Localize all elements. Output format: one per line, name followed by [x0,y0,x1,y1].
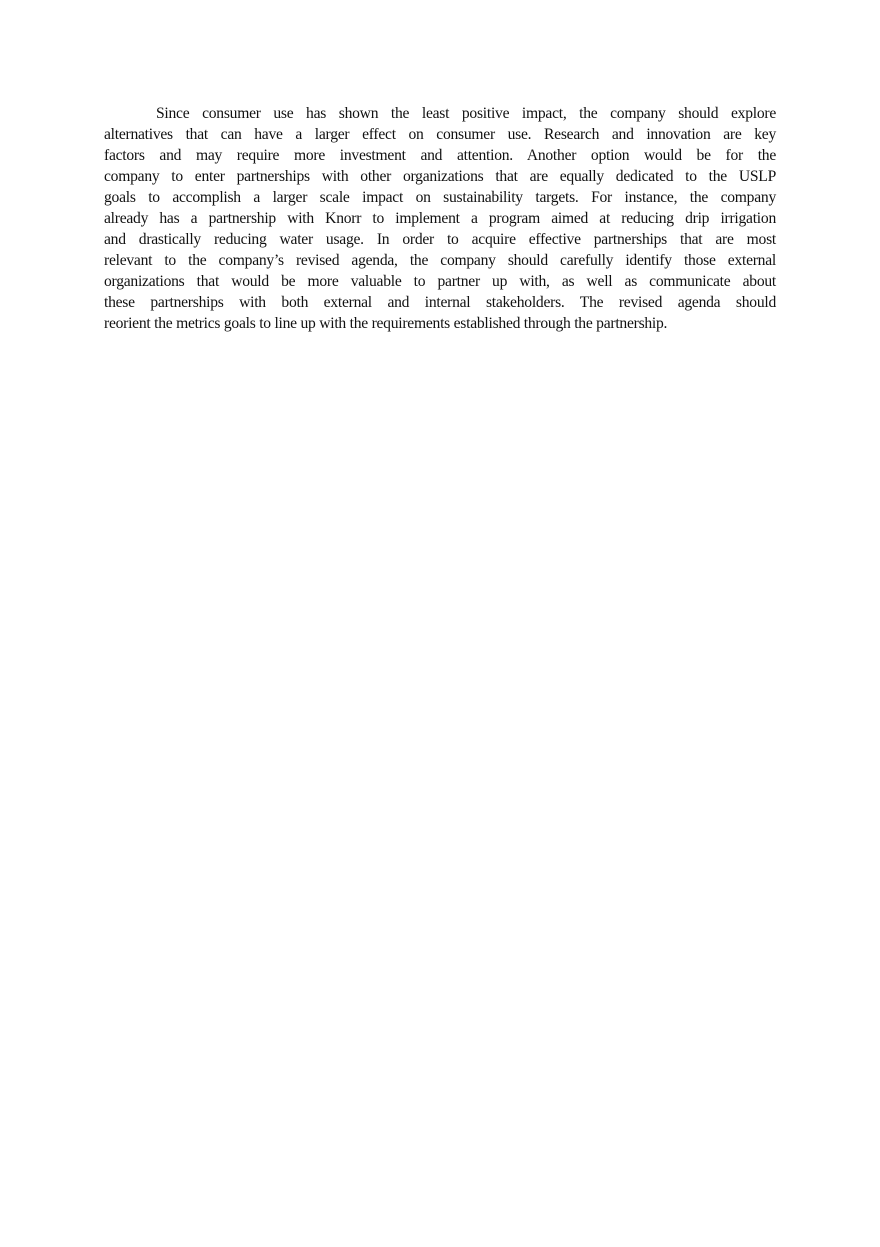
body-paragraph [104,103,776,334]
paragraph-line: already has a partnership with Knorr to implement a program aimed at reducing drip irrigation [104,210,776,227]
document-page [104,103,776,334]
paragraph-line: Since consumer use has shown the least positive impact, the company should explore [156,105,776,122]
paragraph-line: and drastically reducing water usage. In order to acquire effective partnerships that are most [104,231,776,248]
paragraph-line: company to enter partnerships with other organizations that are equally dedicated to the USLP [104,168,776,185]
paragraph-line: factors and may require more investment and attention. Another option would be for the [104,147,776,164]
paragraph-line: goals to accomplish a larger scale impact on sustainability targets. For instance, the company [104,189,776,206]
paragraph-line: these partnerships with both external and internal stakeholders. The revised agenda should [104,294,776,311]
paragraph-line: reorient the metrics goals to line up with the requirements established through the partnership. [104,315,668,332]
paragraph-line: organizations that would be more valuable to partner up with, as well as communicate about [104,273,776,290]
paragraph-line: relevant to the company’s revised agenda, the company should carefully identify those external [104,252,776,269]
paragraph-line: alternatives that can have a larger effect on consumer use. Research and innovation are key [104,126,776,143]
